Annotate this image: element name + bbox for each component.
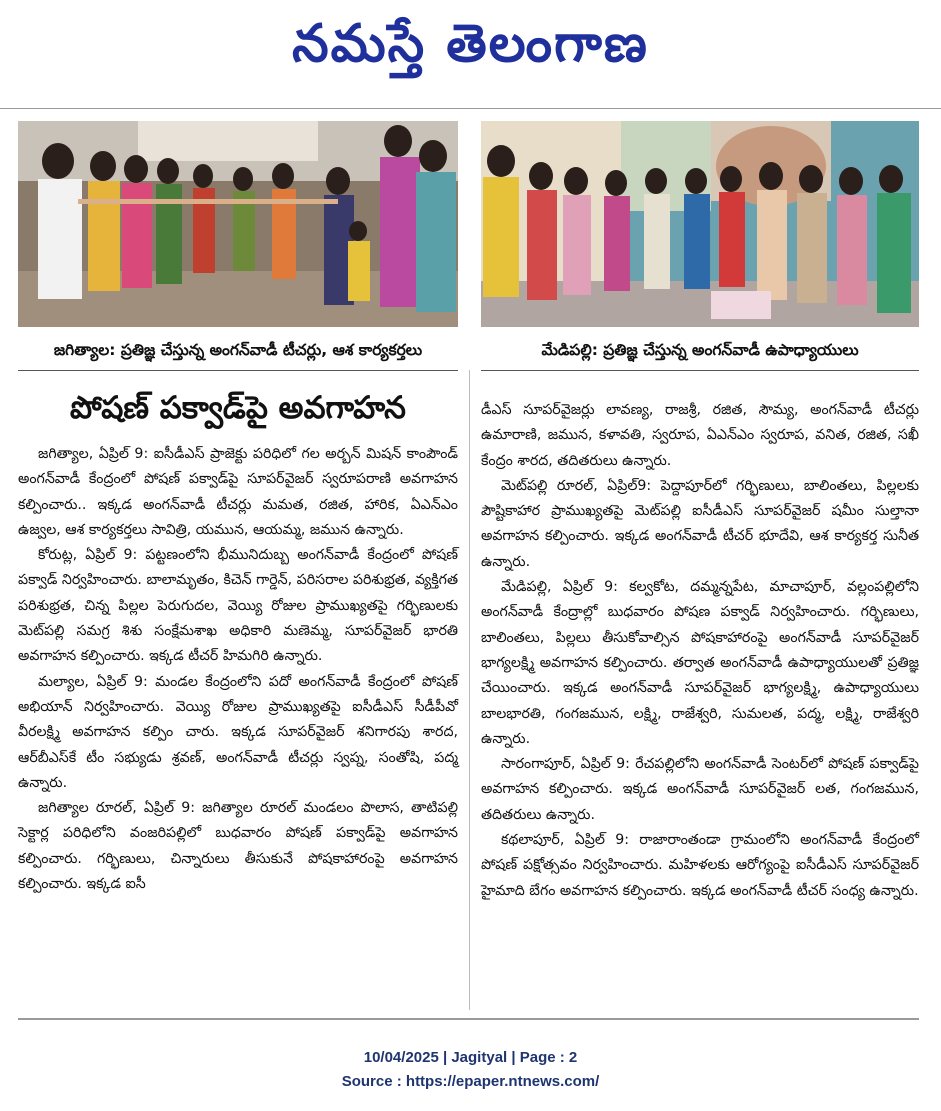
edition-info: 10/04/2025 | Jagityal | Page : 2: [363, 1049, 578, 1066]
bottom-divider: [18, 1018, 919, 1020]
photo-medipalli-pledge: [481, 121, 919, 327]
article-paragraph: కథలాపూర్, ఏప్రిల్ 9: రాజారాంతండా గ్రామంలోని అంగన్‌వాడీ కేంద్రంలో పోషణ్ పక్షోత్సవం నిర్వహించారు. మహిళలకు ఆరోగ్యంపై ఐసీడీఎస్ సూపర్‌వైజర్ హైమాది బేగం అవగాహన కల్పించారు. ఇక్కడ అంగన్‌వాడీ టీచర్ సంధ్య ఉన్నారు.: [481, 832, 919, 899]
source-link[interactable]: Source : https://epaper.ntnews.com/: [341, 1073, 600, 1090]
article-paragraph: మెట్‌పల్లి రూరల్, ఏప్రిల్9: పెద్దాపూర్‌లో గర్భిణులు, బాలింతలు, పిల్లలకు పౌష్టికాహార ప్రాముఖ్యతపై మెట్‌పల్లి ఐసీడీఎస్ సూపర్‌వైజర్ షమీం సుల్తానా అవగాహన కల్పించారు. ఇక్కడ అంగన్‌వాడీ టీచర్ భూదేవి, ఆశ కార్యకర్త సునీత ఉన్నారు.: [481, 477, 919, 570]
article-paragraph: కోరుట్ల, ఏప్రిల్ 9: పట్టణంలోని భీమునిదుబ్బ అంగన్‌వాడీ కేంద్రంలో పోషణ్ పక్వాడ్ నిర్వహించారు. బాలామృతం, కిచెన్ గార్డెన్, పరిసరాల పరిశుభ్రత, వ్యక్తిగత పరిశుభ్రత, చిన్న పిల్లల పెరుగుదల, వెయ్యి రోజుల ప్రాముఖ్యతపై గర్భిణులకు మెట్‌పల్లి సమగ్ర శిశు సంక్షేమశాఖ అధికారి మణెమ్మ, సూపర్‌వైజర్ భారతి అవగాహన కల్పించారు. ఇక్కడ టీచర్ హిమగిరి ఉన్నారు.: [18, 547, 458, 665]
article-paragraph: జగిత్యాల రూరల్, ఏప్రిల్ 9: జగిత్యాల రూరల్ మండలం పొలాస, తాటిపల్లి సెక్టార్ల పరిధిలోని వంజరిపల్లిలో బుధవారం పోషణ్ పక్వాడ్‌పై అవగాహన కల్పించారు. గర్భిణులు, చిన్నారులు తీసుకునే పోషకాహారంపై అవగాహన కల్పించారు. ఇక్కడ ఐసీ: [18, 800, 458, 893]
photo-jagityal-pledge: [18, 121, 458, 327]
photo-caption-right: మేడిపల్లి: ప్రతిజ్ఞ చేస్తున్న అంగన్‌వాడీ ఉపాధ్యాయులు: [481, 334, 919, 371]
article-headline: పోషణ్ పక్వాడ్‌పై అవగాహన: [70, 390, 406, 426]
article-column-right: [481, 398, 919, 904]
article-paragraph: డీఎస్ సూపర్‌వైజర్లు లావణ్య, రాజశ్రీ, రజిత, సౌమ్య, అంగన్‌వాడీ టీచర్లు ఉమారాణి, జమున, కళావతి, స్వరూప, ఏఎన్ఎం స్వరూప, వనిత, రజిత, సఖీ కేంద్రం శారద, తదితరులు ఉన్నారు.: [481, 402, 919, 469]
article-paragraph: జగిత్యాల, ఏప్రిల్ 9: ఐసీడీఎస్ ప్రాజెక్టు పరిధిలో గల అర్బన్ మిషన్ కాంపౌండ్ అంగన్‌వాడీ కేంద్రంలో పోషణ్ పక్వాడ్‌పై సూపర్‌వైజర్ స్వరూపరాణి అవగాహన కల్పించారు.. ఇక్కడ అంగన్‌వాడీ టీచర్లు మమత, రజిత, హారిక, ఏఎన్ఎం ఉజ్వల, ఆశ కార్యకర్తలు సావిత్రి, యమున, ఆయమ్మ, జమున ఉన్నారు.: [18, 446, 458, 538]
article-paragraph: సారంగాపూర్, ఏప్రిల్ 9: రేచపల్లిలోని అంగన్‌వాడీ సెంటర్‌లో పోషణ్ పక్వాడ్‌పై అవగాహన కల్పించారు. ఇక్కడ అంగన్‌వాడీ సూపర్‌వైజర్ లత, గంగజమున, తదితరులు ఉన్నారు.: [481, 756, 919, 823]
newspaper-logo: నమస్తే తెలంగాణ: [292, 13, 649, 74]
article-paragraph: మల్యాల, ఏప్రిల్ 9: మండల కేంద్రంలోని పదో అంగన్‌వాడీ కేంద్రంలో పోషణ్ అభియాన్ నిర్వహించారు. వెయ్యి రోజుల ప్రాముఖ్యతపై ఐసీడీఎస్ సీడీపీవో వీరలక్ష్మి అవగాహన కల్పిం చారు. ఇక్కడ సూపర్‌వైజర్ శనిగారపు శారద, ఆర్‌బీఎస్‌కే టీం సభ్యుడు శ్రవణ్, అంగన్‌వాడీ టీచర్లు స్వప్న, సంతోషి, పద్మ ఉన్నారు.: [18, 673, 458, 791]
article-column-left: [18, 442, 458, 897]
article-paragraph: మేడిపల్లి, ఏప్రిల్ 9: కల్వకోట, దమ్మన్నపేట, మాచాపూర్, వల్లంపల్లిలోని అంగన్‌వాడీ కేంద్రాల్లో బుధవారం పోషణ పక్వాడ్ నిర్వహించారు. గర్భిణులు, బాలింతలు, పిల్లలు తీసుకోవాల్సిన పోషకాహారంపై అంగన్‌వాడీ సూపర్‌వైజర్ భాగ్యలక్ష్మి అవగాహన కల్పించారు. తర్వాత అంగన్‌వాడీ ఉపాధ్యాయులతో ప్రతిజ్ఞ చేయించారు. ఇక్కడ అంగన్‌వాడీ సూపర్‌వైజర్ భాగ్యలక్ష్మి, ఉపాధ్యాయులు బాలభారతి, గంగజమున, లక్ష్మి, రాజేశ్వరి, సుమలత, పద్మ, లక్ష్మి, రాజేశ్వరి ఉన్నారు.: [481, 579, 919, 747]
masthead: [0, 0, 941, 100]
masthead-divider: [0, 108, 941, 109]
column-divider: [469, 370, 470, 1010]
photo-caption-left: జగిత్యాల: ప్రతిజ్ఞ చేస్తున్న అంగన్‌వాడీ టీచర్లు, ఆశ కార్యకర్తలు: [18, 334, 458, 371]
